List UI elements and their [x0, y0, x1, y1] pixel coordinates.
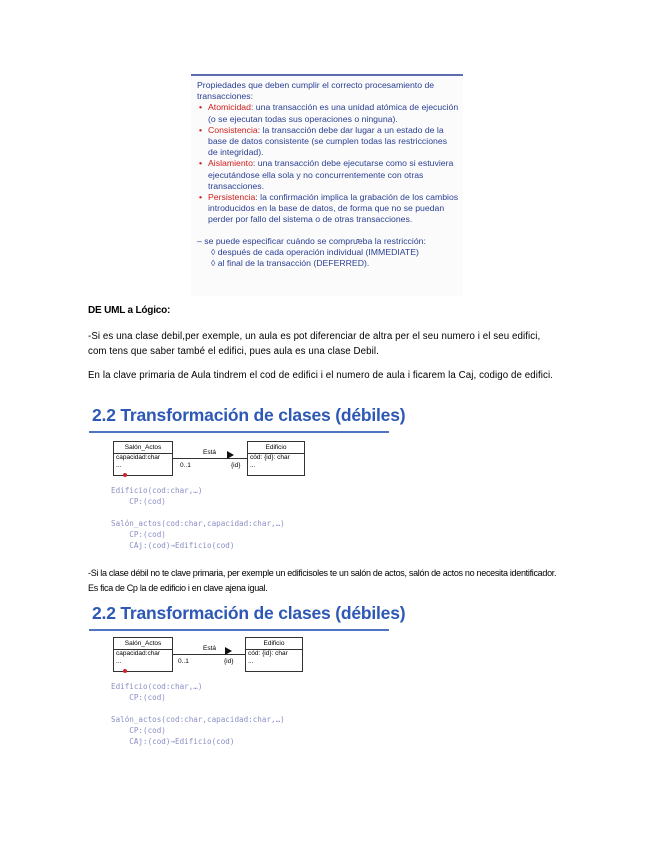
- bullet-mark: •: [199, 158, 203, 169]
- property-term: Aislamiento: [208, 158, 253, 169]
- class-name: Edificio: [248, 442, 304, 454]
- property-persistencia: [197, 192, 459, 226]
- logical-schema: [111, 681, 285, 747]
- property-text: : una transacción debe ejecutarse como si estuviera ejecutándose ella sola y no concurrentemente con otras transacciones.: [208, 158, 454, 191]
- class-more: ...: [250, 462, 256, 469]
- class-more: ...: [248, 658, 254, 665]
- direction-arrow-icon: [225, 647, 232, 655]
- code-line: Edificio(cod:char,…): [111, 682, 203, 691]
- title-underline: [89, 431, 389, 433]
- class-name: Edificio: [246, 638, 302, 650]
- multiplicity-label: 0..1: [180, 462, 191, 469]
- code-line: CAj:(cod)→Edificio(cod): [111, 737, 235, 746]
- class-attribute: capacidad:char: [116, 650, 161, 657]
- class-attribute: cód: {id}: char: [248, 650, 288, 657]
- association-line: [172, 654, 245, 655]
- slide-body: [197, 80, 459, 269]
- title-underline: [89, 629, 389, 631]
- association-label: Está: [203, 645, 217, 652]
- association-line: [172, 458, 247, 459]
- slide-top-rule: [191, 74, 463, 76]
- bullet-mark: •: [199, 192, 203, 203]
- code-line: [111, 703, 285, 714]
- class-box-edificio: [247, 441, 305, 476]
- paragraph-weak-class: -Si es una clase debil,per exemple, un aula es pot diferenciar de altra per el seu numero i el seu edifici, com tens que saber també el edifici, pues aula es una clase Debil.: [88, 331, 541, 357]
- class-name: Salón_Actos: [114, 638, 172, 650]
- transformation-slide-2: [89, 603, 406, 753]
- class-name: Salón_Actos: [114, 442, 172, 454]
- property-text: : la confirmación implica la grabación de los cambios introducidos en la base de datos, de forma que no se puedan perder por fallo del sistema o de otras transacciones.: [208, 192, 459, 225]
- weak-marker: [123, 473, 127, 477]
- paragraph-no-primary-key: -Si la clase débil no te clave primaria, per exemple un edificisoles te un salón de actos, salón de actos no necesita identificador. Es fica de Cp la de edificio i en clave ajena igual.: [88, 568, 557, 593]
- section-heading: DE UML a Lógico:: [88, 305, 171, 316]
- property-text: : una transacción es una unidad atómica de ejecución (o se ejecutan todas sus operaciones o ninguna).: [208, 102, 459, 124]
- property-term: Atomicidad: [208, 102, 251, 113]
- id-label: {id}: [231, 462, 241, 469]
- code-line: Salón_actos(cod:char,capacidad:char,…): [111, 715, 285, 724]
- property-term: Consistencia: [208, 124, 258, 135]
- class-box-salon-actos: [113, 441, 173, 476]
- transactions-slide: [191, 74, 463, 296]
- transformation-slide-1: [89, 405, 406, 555]
- code-line: CP:(cod): [111, 693, 166, 702]
- class-box-edificio: [245, 637, 303, 672]
- multiplicity-label: 0..1: [178, 658, 189, 665]
- class-more: ...: [116, 462, 122, 469]
- option-immediate: ◊ después de cada operación individual (IMMEDIATE): [211, 246, 419, 257]
- code-line: CP:(cod): [111, 726, 166, 735]
- class-box-salon-actos: [113, 637, 173, 672]
- property-term: Persistencia: [208, 192, 256, 203]
- class-more: ...: [116, 658, 122, 665]
- property-aislamiento: [197, 158, 459, 192]
- weak-marker: [123, 669, 127, 673]
- property-atomicidad: [197, 102, 459, 124]
- code-line: CAj:(cod)→Edificio(cod): [111, 541, 235, 550]
- code-line: [111, 507, 285, 518]
- class-attribute: cód: {id}: char: [250, 454, 290, 461]
- bullet-mark: •: [199, 124, 203, 135]
- code-line: CP:(cod): [111, 497, 166, 506]
- direction-arrow-icon: [227, 451, 234, 459]
- code-line: Salón_actos(cod:char,capacidad:char,…): [111, 519, 285, 528]
- class-attribute: capacidad:char: [116, 454, 161, 461]
- option-deferred: ◊ al final de la transacción (DEFERRED).: [211, 258, 370, 269]
- id-label: {id}: [224, 658, 234, 665]
- code-line: Edificio(cod:char,…): [111, 486, 203, 495]
- slide-intro: Propiedades que deben cumplir el correcto procesamiento de transacciones:: [197, 80, 435, 102]
- code-line: CP:(cod): [111, 530, 166, 539]
- paragraph-primary-key: En la clave primaria de Aula tindrem el cod de edifici i el numero de aula i ficarem la Caj, codigo de edifici.: [88, 370, 554, 381]
- restriction-note: – se puede especificar cuándo se comprueba la restricción:: [197, 235, 426, 246]
- association-label: Está: [203, 449, 217, 456]
- property-text: : la transacción debe dar lugar a un estado de la base de datos consistente (se cumplen todas las restricciones de integridad).: [208, 124, 448, 158]
- slide-title: 2.2 Transformación de clases (débiles): [92, 603, 406, 623]
- logical-schema: [111, 485, 285, 551]
- bullet-mark: •: [199, 102, 203, 113]
- slide-title: 2.2 Transformación de clases (débiles): [92, 405, 406, 425]
- property-consistencia: [197, 125, 459, 159]
